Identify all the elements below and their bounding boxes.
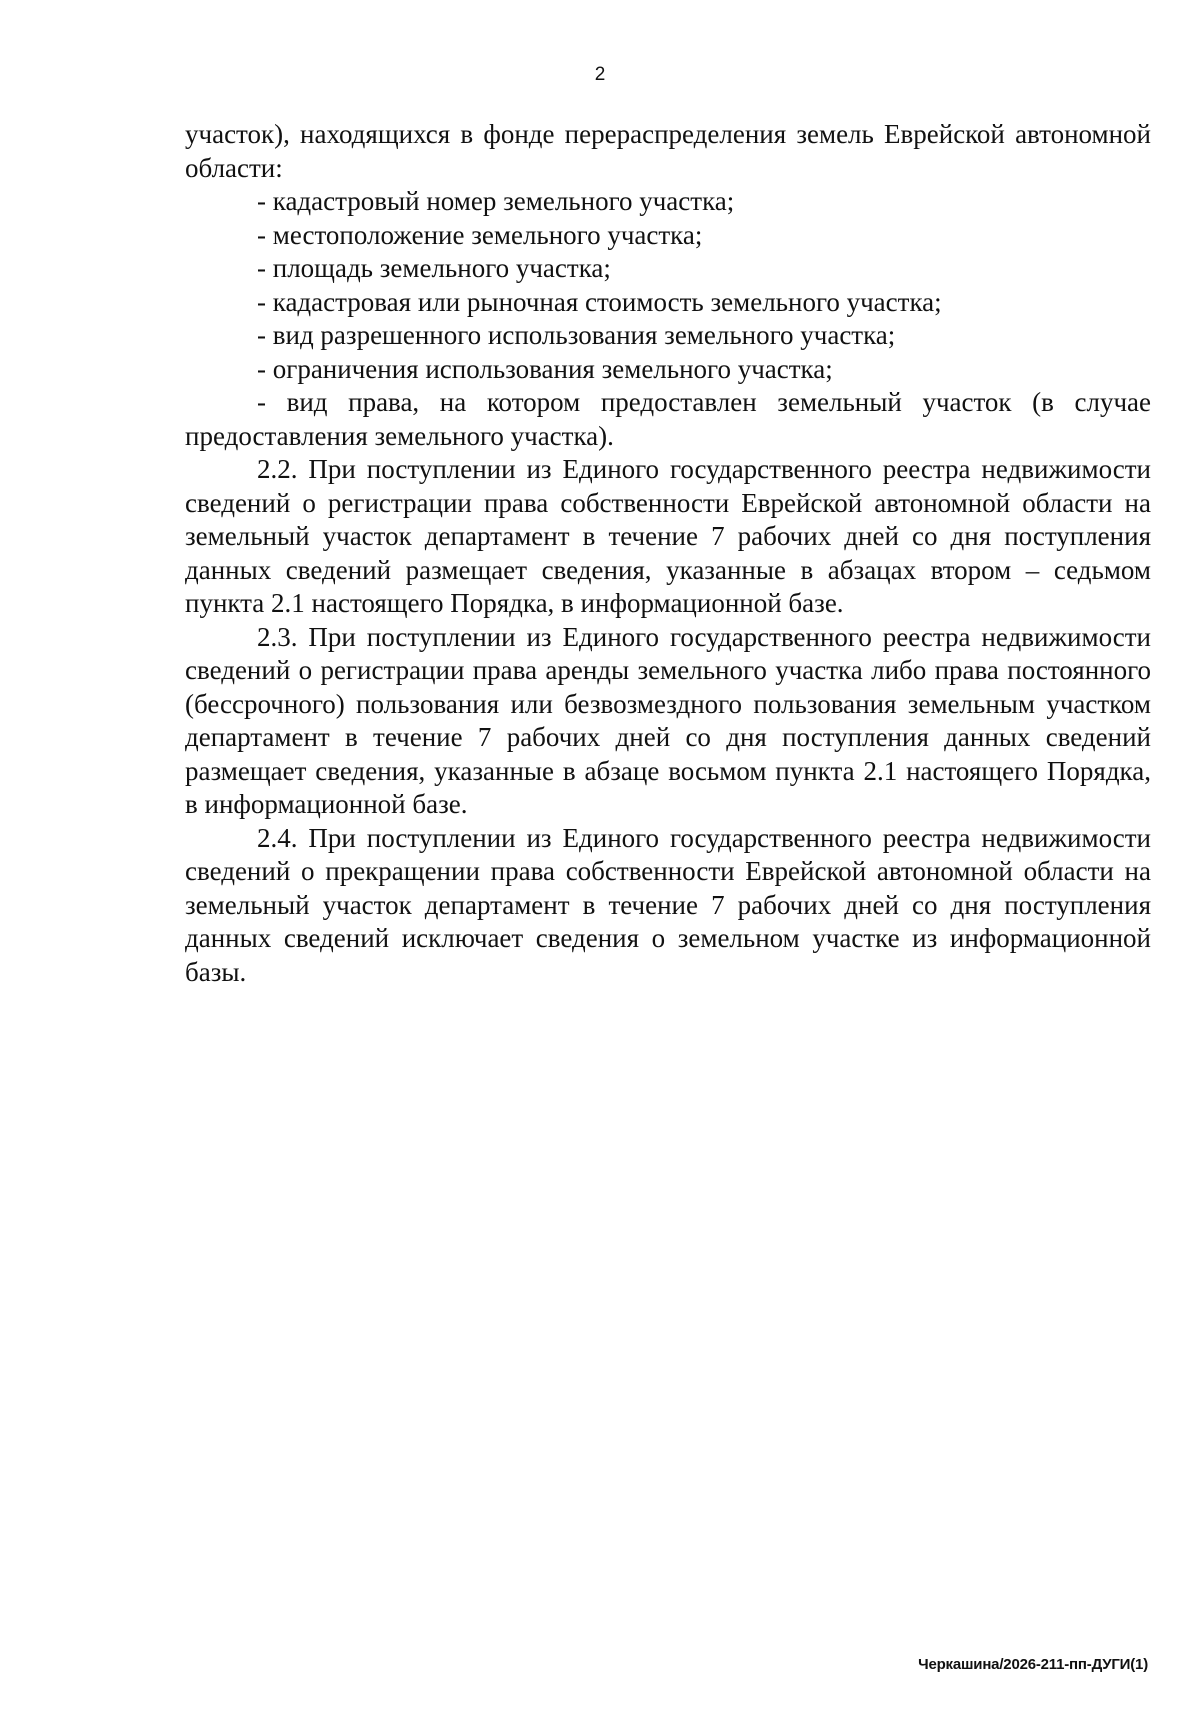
list-item: - вид разрешенного использования земельного участка; [257, 320, 896, 350]
paragraph-2-3: 2.3. При поступлении из Единого государственного реестра недвижимости сведений о регистрации права аренды земельного участка либо права постоянного (бессрочного) пользования или безвозмездного пользования земельным участком департамент в течение 7 рабочих дней со дня поступления данных сведений размещает сведения, указанные в абзаце восьмом пункта 2.1 настоящего Порядка, в информационной базе. [185, 621, 1151, 819]
list-item: - ограничения использования земельного участка; [257, 353, 833, 384]
paragraph-2-4: 2.4. При поступлении из Единого государственного реестра недвижимости сведений о прекращении права собственности Еврейской автономной области на земельный участок департамент в течение 7 рабочих дней со дня поступления данных сведений исключает сведения о земельном участке из информационной базы. [185, 822, 1151, 987]
list-item: - кадастровый номер земельного участка; [257, 186, 735, 216]
list-item: - площадь земельного участка; [257, 253, 611, 283]
document-code: Черкашина/2026-211-пп-ДУГИ(1) [918, 1656, 1148, 1673]
page-number: 2 [594, 64, 606, 85]
attributes-list [185, 185, 1151, 453]
list-item: - кадастровая или рыночная стоимость земельного участка; [257, 286, 942, 317]
paragraph-2-2: 2.2. При поступлении из Единого государственного реестра недвижимости сведений о регистрации права собственности Еврейской автономной области на земельный участок департамент в течение 7 рабочих дней со дня поступления данных сведений размещает сведения, указанные в абзацах втором – седьмом пункта 2.1 настоящего Порядка, в информационной базе. [185, 454, 1151, 618]
intro-paragraph: участок), находящихся в фонде перераспределения земель Еврейской автономной области: [185, 119, 1151, 183]
document-body [185, 118, 1151, 989]
list-item: - вид права, на котором предоставлен земельный участок (в случае предоставления земельного участка). [185, 387, 1151, 451]
list-item: - местоположение земельного участка; [257, 219, 703, 250]
